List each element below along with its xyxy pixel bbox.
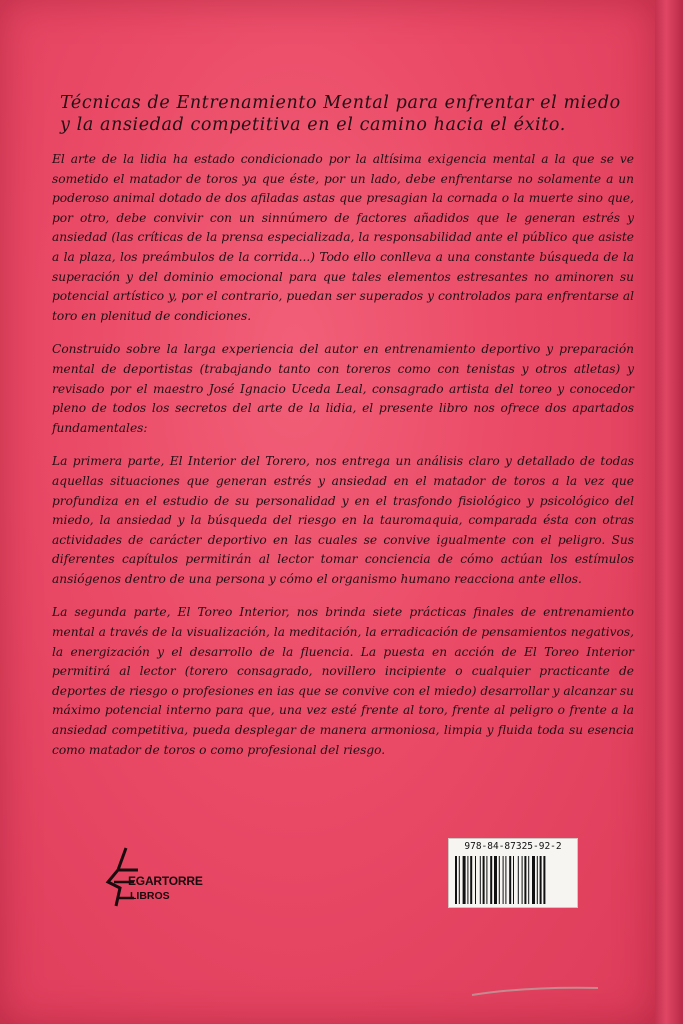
- barcode-bar: [463, 856, 466, 904]
- barcode-bar: [459, 856, 460, 904]
- blurb-text-block: [52, 92, 634, 774]
- barcode-bar: [467, 856, 468, 904]
- barcode-bar: [483, 856, 485, 904]
- barcode-bar: [537, 856, 538, 904]
- barcode-bar: [528, 856, 529, 904]
- barcode-bars: [455, 856, 571, 904]
- blurb-paragraph-1: El arte de la lidia ha estado condicionado por la altísima exigencia mental a la que se ve sometido el matador de toros ya que éste, por un lado, debe enfrentarse no solamente a un poderoso animal dotado de dos afiladas astas que presagian la cornada o la muerte sino que, por otro, debe convivir con un sinnúmero de factores añadidos que le generan estrés y ansiedad (las críticas de la prensa especializada, la responsabilidad ante el público que asiste a la plaza, los preámbulos de la corrida...) Todo ello conlleva a una constante búsqueda de la superación y del dominio emocional para que tales elementos estresantes no aminoren su potencial artístico y, por el contrario, puedan ser superados y controlados para enfrentarse al toro en plenitud de condiciones.: [52, 152, 634, 323]
- barcode-bar: [509, 856, 511, 904]
- barcode-bar: [513, 856, 514, 904]
- blurb-paragraph-2: Construido sobre la larga experiencia del autor en entrenamiento deportivo y preparación mental de deportistas (trabajando tanto con toreros como con tenistas y otros atletas) y revisado por el maestro José Ignacio Uceda Leal, consagrado artista del toreo y conocedor pleno de todos los secretos del arte de la lidia, el presente libro nos ofrece dos apartados fundamentales:: [52, 342, 634, 435]
- barcode-bar: [503, 856, 504, 904]
- isbn-number: 978-84-87325-92-2: [464, 841, 562, 852]
- barcode-bar: [532, 856, 535, 904]
- barcode-bar: [522, 856, 523, 904]
- barcode-bar: [494, 856, 497, 904]
- heading-line-2: y la ansiedad competitiva en el camino hacia el éxito.: [60, 115, 566, 135]
- barcode-bar: [505, 856, 506, 904]
- book-spine-edge: [655, 0, 683, 1024]
- barcode-bar: [518, 856, 519, 904]
- publisher-logo: [104, 846, 216, 908]
- publisher-name: EGARTORRE: [128, 874, 203, 888]
- heading-line-1: Técnicas de Entrenamiento Mental para enfrentar el miedo: [60, 93, 621, 113]
- barcode-bar: [490, 856, 492, 904]
- cover-scuff-mark: [470, 985, 600, 997]
- isbn-barcode: [448, 838, 578, 908]
- barcode-bar: [480, 856, 481, 904]
- barcode-bar: [540, 856, 542, 904]
- blurb-heading: [60, 92, 634, 136]
- barcode-bar: [543, 856, 545, 904]
- barcode-bar: [524, 856, 526, 904]
- barcode-bar: [470, 856, 472, 904]
- barcode-bar: [455, 856, 457, 904]
- blurb-paragraph-4: La segunda parte, El Toreo Interior, nos brinda siete prácticas finales de entrenamiento mental a través de la visualización, la meditación, la erradicación de pensamientos negativos, la energización y el desarrollo de la fluencia. La puesta en acción de El Toreo Interior permitirá al lector (torero consagrado, novillero incipiente o cualquier practicante de deportes de riesgo o profesiones en ias que se convive con el miedo) desarrollar y alcanzar su máximo potencial interno para que, una vez esté frente al toro, frente al peligro o frente a la ansiedad competitiva, pueda desplegar de manera armoniosa, limpia y fluida toda su esencia como matador de toros o como profesional del riesgo.: [52, 605, 634, 757]
- publisher-sub: LIBROS: [130, 890, 170, 902]
- barcode-bar: [499, 856, 500, 904]
- blurb-paragraph-3: La primera parte, El Interior del Torero, nos entrega un análisis claro y detallado de todas aquellas situaciones que generan estrés y ansiedad en el matador de toros a la vez que profundiza en el estudio de su personalidad y en el trasfondo fisiológico y psicológico del miedo, la ansiedad y la búsqueda del riesgo en la tauromaquia, comparada ésta con otras actividades de carácter deportivo en las cuales se convive igualmente con el peligro. Sus diferentes capítulos permitirán al lector tomar conciencia de cómo actúan los estímulos ansiógenos dentro de una persona y cómo el organismo humano reacciona ante ellos.: [52, 454, 634, 586]
- barcode-bar: [486, 856, 487, 904]
- barcode-bar: [475, 856, 476, 904]
